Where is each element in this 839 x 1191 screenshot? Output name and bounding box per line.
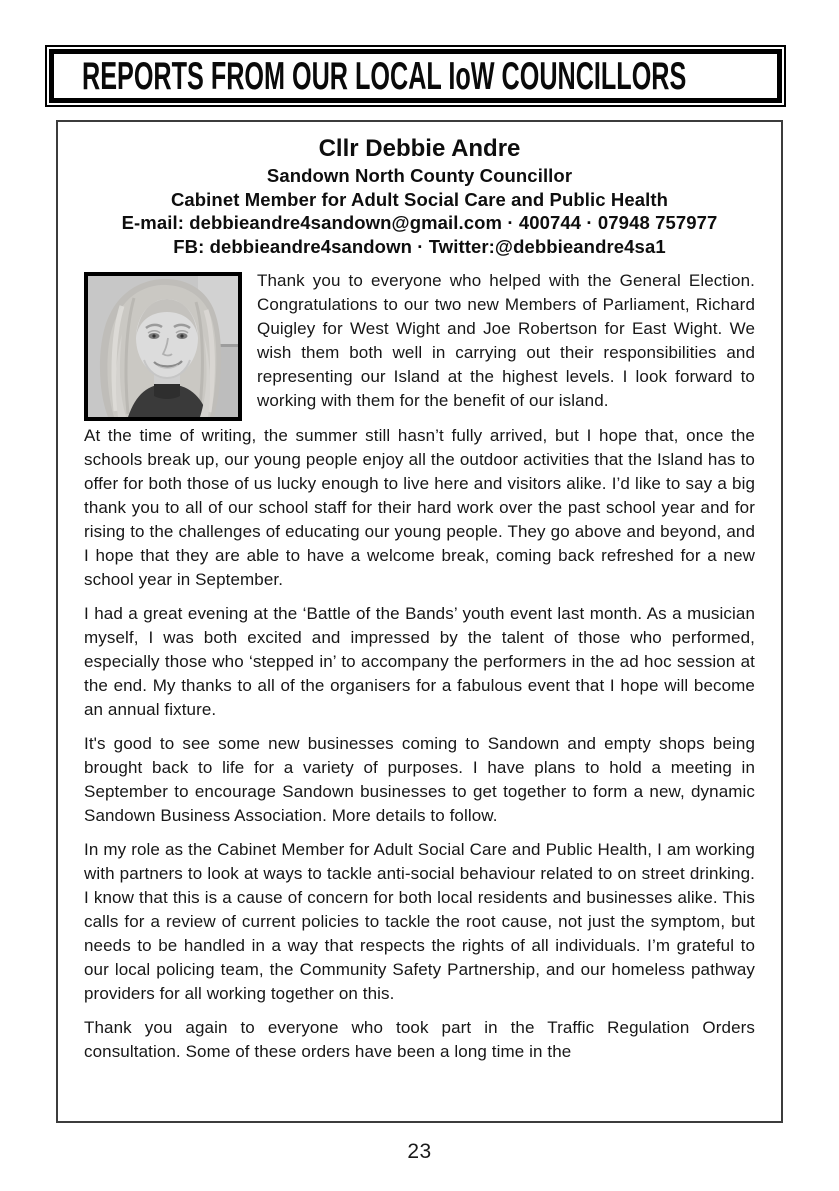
report-header: [84, 133, 755, 258]
report-paragraph: It's good to see some new businesses coming to Sandown and empty shops being brought back to life for a variety of purposes. I have plans to hold a meeting in September to encourage Sandown businesses to get together to form a new, dynamic Sandown Business Association. More details to follow.: [84, 734, 755, 825]
councillor-report-card: [56, 120, 783, 1123]
reports-banner-frame: [49, 49, 782, 103]
banner-title: REPORTS FROM OUR LOCAL IoW COUNCILLORS: [82, 53, 687, 98]
report-paragraph: At the time of writing, the summer still hasn’t fully arrived, but I hope that, once the schools break up, our young people enjoy all the outdoor activities that the Island has to offer for both those of us lucky enough to live here and visitors alike. I’d like to say a big thank you to all of our school staff for their hard work over the past school year and for rising to the challenges of educating our young people. They go above and beyond, and I hope that they are able to have a welcome break, coming back refreshed for a new school year in September.: [84, 426, 755, 589]
portrait-image: [88, 276, 238, 417]
report-article: [84, 269, 755, 1064]
councillor-role: Sandown North County Councillor: [266, 165, 573, 186]
page-number: 23: [407, 1140, 432, 1163]
councillor-photo: [84, 272, 242, 421]
report-paragraph: Thank you to everyone who helped with the General Election. Congratulations to our two new Members of Parliament, Richard Quigley for West Wight and Joe Robertson for East Wight. We wish them both well in carrying out their responsibilities and representing our Island at the highest levels. I look forward to working with them for the benefit of our island.: [257, 271, 755, 410]
councillor-name: Cllr Debbie Andre: [318, 135, 521, 162]
cabinet-role: Cabinet Member for Adult Social Care and Public Health: [170, 188, 669, 210]
reports-banner: [45, 45, 786, 107]
report-paragraph: In my role as the Cabinet Member for Adult Social Care and Public Health, I am working with partners to look at ways to tackle anti-social behaviour related to on street drinking. I know that this is a cause of concern for both local residents and businesses alike. This calls for a review of current policies to tackle the root cause, not just the symptom, but needs to be handled in a way that respects the rights of all individuals. I’m grateful to our local policing team, the Community Safety Partnership, and our homeless pathway providers for all working together on this.: [84, 840, 755, 1003]
email-contact-line: E-mail: debbieandre4sandown@gmail.com · 400744 · 07948 757977: [121, 212, 718, 233]
report-paragraph: I had a great evening at the ‘Battle of the Bands’ youth event last month. As a musician myself, I was both excited and impressed by the talent of those who performed, especially those who ‘stepped in’ to accompany the performers in the ad hoc session at the end. My thanks to all of the organisers for a fabulous event that I hope will become an annual fixture.: [84, 604, 755, 719]
report-paragraph: Thank you again to everyone who took part in the Traffic Regulation Orders consultation. Some of these orders have been a long time in the: [84, 1018, 755, 1061]
social-contact-line: FB: debbieandre4sandown · Twitter:@debbieandre4sa1: [173, 235, 666, 257]
